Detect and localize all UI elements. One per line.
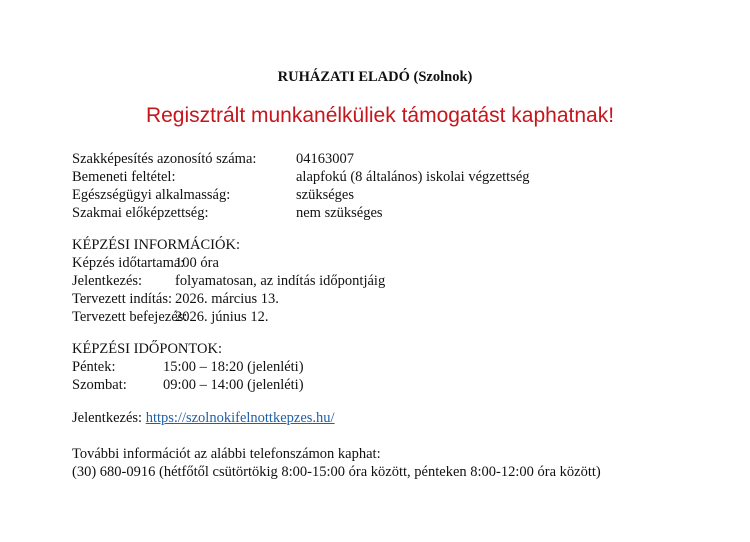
info-label: Tervezett befejezés: xyxy=(72,309,188,325)
requirement-value: 04163007 xyxy=(296,151,354,167)
requirement-label: Szakképesítés azonosító száma: xyxy=(72,151,257,167)
info-row xyxy=(72,308,385,326)
schedule-section xyxy=(72,340,304,394)
application-line xyxy=(72,409,335,427)
info-value: 2026. június 12. xyxy=(175,309,269,325)
contact-section xyxy=(72,445,601,481)
requirement-value: nem szükséges xyxy=(296,205,383,221)
requirements-section xyxy=(72,150,530,222)
info-row xyxy=(72,272,385,290)
requirement-label: Egészségügyi alkalmasság: xyxy=(72,187,231,203)
schedule-day: Péntek: xyxy=(72,359,116,375)
application-link[interactable]: https://szolnokifelnottkepzes.hu/ xyxy=(145,410,335,426)
schedule-row xyxy=(72,376,304,394)
support-notice: Regisztrált munkanélküliek támogatást kaphatnak! xyxy=(145,104,615,127)
info-value: 2026. március 13. xyxy=(175,291,279,307)
info-value: folyamatosan, az indítás időpontjáig xyxy=(175,273,386,289)
schedule-time: 09:00 – 14:00 (jelenléti) xyxy=(163,377,304,393)
info-label: Képzés időtartama: xyxy=(72,255,185,271)
requirement-label: Szakmai előképzettség: xyxy=(72,205,209,221)
requirement-value: alapfokú (8 általános) iskolai végzettség xyxy=(296,169,530,185)
info-label: Tervezett indítás: xyxy=(72,291,173,307)
contact-phone: (30) 680-0916 (hétfőtől csütörtökig 8:00-15:00 óra között, pénteken 8:00-12:00 óra között) xyxy=(72,464,601,480)
document-title: RUHÁZATI ELADÓ (Szolnok) xyxy=(277,69,473,85)
schedule-time: 15:00 – 18:20 (jelenléti) xyxy=(163,359,304,375)
requirement-row xyxy=(72,168,530,186)
schedule-day: Szombat: xyxy=(72,377,127,393)
requirement-value: szükséges xyxy=(296,187,354,203)
training-info-section xyxy=(72,236,385,326)
requirement-row xyxy=(72,150,530,168)
info-value: 100 óra xyxy=(175,255,219,271)
requirement-row xyxy=(72,186,530,204)
section-heading: KÉPZÉSI IDŐPONTOK: xyxy=(72,341,222,357)
application-label: Jelentkezés: xyxy=(72,410,143,426)
contact-intro: További információt az alábbi telefonszámon kaphat: xyxy=(72,446,381,462)
section-heading: KÉPZÉSI INFORMÁCIÓK: xyxy=(72,237,240,253)
info-label: Jelentkezés: xyxy=(72,273,143,289)
requirement-row xyxy=(72,204,530,222)
requirement-label: Bemeneti feltétel: xyxy=(72,169,176,185)
info-row xyxy=(72,290,385,308)
info-row xyxy=(72,254,385,272)
schedule-row xyxy=(72,358,304,376)
